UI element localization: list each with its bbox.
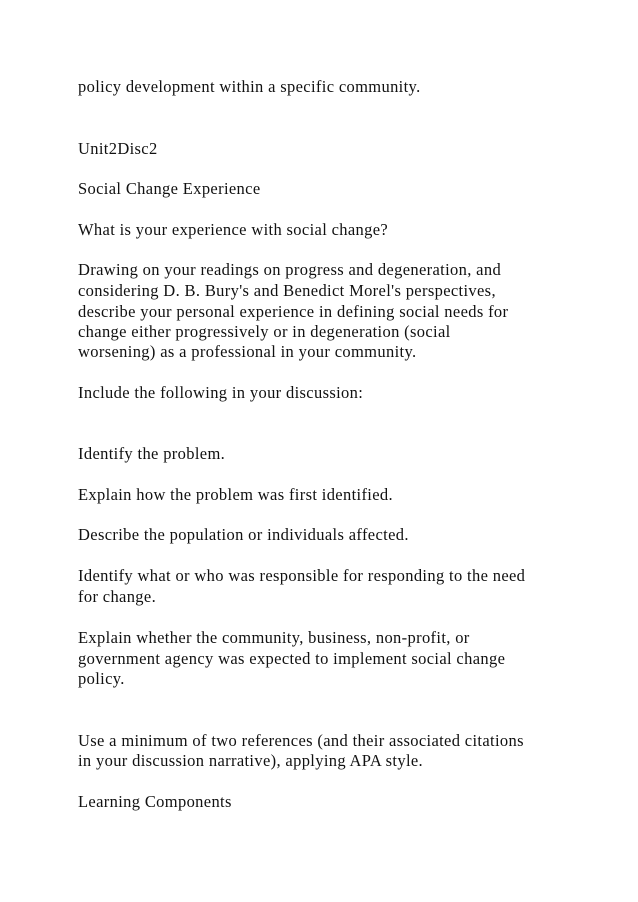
text-line: policy development within a specific community.	[78, 77, 421, 96]
text-line: for change.	[78, 587, 157, 606]
text-line: What is your experience with social change?	[78, 220, 389, 239]
text-line: Learning Components	[78, 792, 232, 811]
text-line: Identify what or who was responsible for responding to the need	[78, 566, 526, 585]
text-line: Describe the population or individuals affected.	[78, 525, 409, 544]
text-line: in your discussion narrative), applying APA style.	[78, 751, 424, 770]
text-line: describe your personal experience in defining social needs for	[78, 302, 509, 321]
text-line: Social Change Experience	[78, 179, 261, 198]
text-line: government agency was expected to implement social change	[78, 649, 506, 668]
text-line: Explain how the problem was first identified.	[78, 485, 393, 504]
text-line: change either progressively or in degeneration (social	[78, 322, 451, 341]
text-line: policy.	[78, 669, 125, 688]
text-line: Include the following in your discussion:	[78, 383, 364, 402]
text-line: Identify the problem.	[78, 444, 226, 463]
text-line: Explain whether the community, business, non-profit, or	[78, 628, 470, 647]
text-line: Use a minimum of two references (and their associated citations	[78, 731, 524, 750]
text-line: Drawing on your readings on progress and degeneration, and	[78, 260, 502, 279]
text-line: Unit2Disc2	[78, 139, 158, 158]
text-line: worsening) as a professional in your community.	[78, 342, 417, 361]
text-line: considering D. B. Bury's and Benedict Morel's perspectives,	[78, 281, 496, 300]
